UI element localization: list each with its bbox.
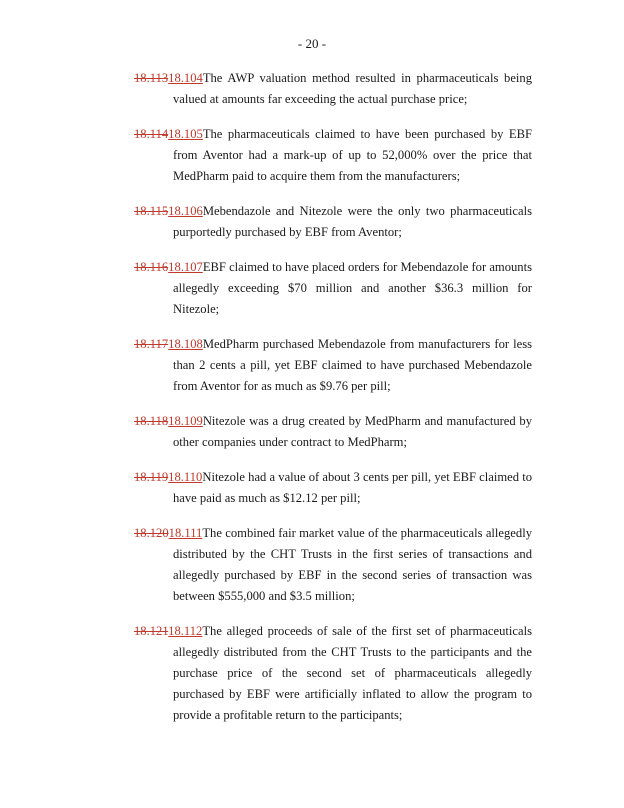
- paragraph-18-111: [134, 523, 532, 607]
- inserted-paragraph-number: 18.110: [168, 470, 203, 484]
- paragraph-text: The alleged proceeds of sale of the first set of pharmaceuticals allegedly distributed from the CHT Trusts to the participants and the purchase price of the second set of pharmaceuticals allegedly purchased by EBF were artificially inflated to allow the program to provide a profitable return to the participants;: [173, 624, 532, 722]
- paragraph-18-105: [134, 124, 532, 187]
- deleted-paragraph-number: 18.119: [134, 470, 169, 484]
- inserted-paragraph-number: 18.106: [168, 204, 203, 218]
- paragraph-text: EBF claimed to have placed orders for Mebendazole for amounts allegedly exceeding $70 million and another $36.3 million for Nitezole;: [173, 260, 532, 316]
- paragraph-text: MedPharm purchased Mebendazole from manufacturers for less than 2 cents a pill, yet EBF claimed to have purchased Mebendazole from Aventor for as much as $9.76 per pill;: [173, 337, 532, 393]
- paragraph-18-107: [134, 257, 532, 320]
- paragraph-18-110: [134, 467, 532, 509]
- deleted-paragraph-number: 18.114: [134, 127, 169, 141]
- inserted-paragraph-number: 18.111: [168, 526, 203, 540]
- inserted-paragraph-number: 18.104: [168, 71, 203, 85]
- deleted-paragraph-number: 18.118: [134, 414, 169, 428]
- paragraph-text: Mebendazole and Nitezole were the only two pharmaceuticals purportedly purchased by EBF from Aventor;: [173, 204, 532, 239]
- paragraph-text: The combined fair market value of the pharmaceuticals allegedly distributed by the CHT Trusts in the first series of transactions and allegedly purchased by EBF in the second series of transaction was between $555,000 and $3.5 million;: [173, 526, 532, 603]
- inserted-paragraph-number: 18.107: [168, 260, 203, 274]
- deleted-paragraph-number: 18.121: [134, 624, 169, 638]
- paragraph-text: The AWP valuation method resulted in pharmaceuticals being valued at amounts far exceeding the actual purchase price;: [173, 71, 532, 106]
- paragraph-text: Nitezole was a drug created by MedPharm and manufactured by other companies under contract to MedPharm;: [173, 414, 532, 449]
- paragraph-text: The pharmaceuticals claimed to have been purchased by EBF from Aventor had a mark-up of up to 52,000% over the price that MedPharm paid to acquire them from the manufacturers;: [173, 127, 532, 183]
- deleted-paragraph-number: 18.117: [134, 337, 169, 351]
- inserted-paragraph-number: 18.108: [168, 337, 203, 351]
- paragraph-text: Nitezole had a value of about 3 cents per pill, yet EBF claimed to have paid as much as $12.12 per pill;: [173, 470, 532, 505]
- paragraph-18-104: [134, 68, 532, 110]
- page-number: - 20 -: [297, 36, 327, 51]
- inserted-paragraph-number: 18.105: [168, 127, 203, 141]
- inserted-paragraph-number: 18.112: [168, 624, 203, 638]
- document-body: [134, 68, 532, 740]
- paragraph-18-108: [134, 334, 532, 397]
- paragraph-18-106: [134, 201, 532, 243]
- deleted-paragraph-number: 18.120: [134, 526, 169, 540]
- paragraph-18-109: [134, 411, 532, 453]
- inserted-paragraph-number: 18.109: [168, 414, 203, 428]
- deleted-paragraph-number: 18.115: [134, 204, 169, 218]
- paragraph-18-112: [134, 621, 532, 726]
- deleted-paragraph-number: 18.116: [134, 260, 169, 274]
- deleted-paragraph-number: 18.113: [134, 71, 169, 85]
